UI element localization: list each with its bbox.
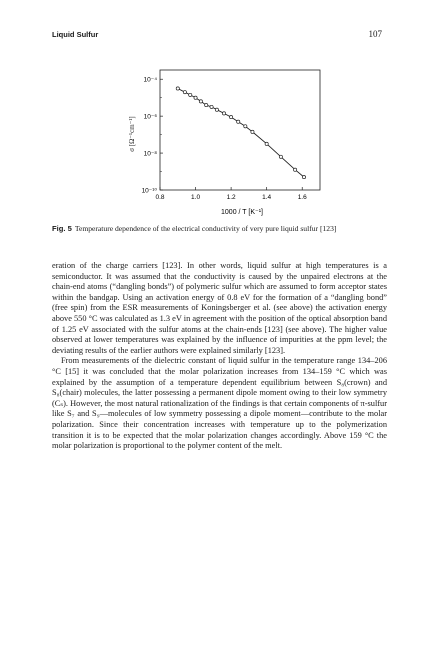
- data-point: [194, 96, 197, 99]
- data-point: [210, 105, 213, 108]
- figure-caption: [52, 224, 387, 234]
- data-point: [251, 130, 254, 133]
- x-tick-label: 1.6: [297, 194, 307, 201]
- caption-label: Fig. 5: [52, 224, 72, 233]
- data-point: [302, 175, 305, 178]
- data-point: [189, 93, 192, 96]
- y-axis-label: σ [Ω⁻¹cm⁻¹]: [127, 116, 136, 152]
- figure-5: [110, 60, 330, 220]
- y-tick-label: 10⁻¹⁰: [141, 187, 157, 195]
- paragraph-1: eration of the charge carriers [123]. In other words, liquid sulfur at high temperatures is a semiconductor. It was assumed that the conductivity is caused by the unpaired electrons at the chain-end atoms (“dangling bonds”) of polymeric sulfur which are assumed to form acceptor states within the bandgap. Using an activation energy of 0.8 eV for the formation of a “dangling bond” (free spin) from the ESR measurements of Koningsberger et al. (see above) the activation energy above 550 °C was calculated as 1.3 eV in agreement with the position of the optical absorption band of 1.25 eV associated with the sulfur atoms at the chain-ends [123] (see above). The higher value observed at lower temperatures was explained by the influence of impurities at the ppm level; the deviating results of the earlier authors were explained similarly [123].: [52, 261, 387, 355]
- y-tick-label: 10⁻⁴: [143, 76, 157, 84]
- y-tick-label: 10⁻⁸: [143, 150, 157, 158]
- data-point: [176, 87, 179, 90]
- conductivity-chart: [110, 60, 330, 220]
- series-line: [178, 89, 304, 178]
- data-point: [294, 168, 297, 171]
- data-point: [222, 112, 225, 115]
- data-point: [244, 125, 247, 128]
- data-point: [279, 155, 282, 158]
- page-number: 107: [368, 29, 382, 39]
- plot-frame: [160, 70, 320, 190]
- body-text: [52, 261, 387, 452]
- paragraph-2: From measurements of the dielectric constant of liquid sulfur in the temperature range 134–206 °C [15] it was concluded that the molar polarization increases from 134–159 °C which was explained by the assumption of a temperature dependent equilibrium between S₈(crown) and S₈(chair) molecules, the latter possessing a permanent dipole moment owing to their low symmetry (Cₛ). However, the most natural rationalization of the findings is that certain components of π-sulfur like S₇ and S₉—molecules of low symmetry possessing a dipole moment—contribute to the molar polarization. Since their concentration increases with temperature up to the polymerization transition it is to be expected that the molar polarization changes accordingly. Above 159 °C the molar polarization is proportional to the polymer content of the melt.: [52, 356, 387, 451]
- caption-text: Temperature dependence of the electrical conductivity of very pure liquid sulfur [123]: [74, 224, 337, 233]
- data-point: [265, 142, 268, 145]
- data-point: [215, 108, 218, 111]
- x-axis-label: 1000 / T [K⁻¹]: [221, 209, 263, 216]
- data-point: [199, 100, 202, 103]
- x-tick-label: 1.4: [262, 194, 272, 201]
- x-tick-label: 1.2: [226, 194, 236, 201]
- x-tick-label: 1.0: [191, 194, 201, 201]
- data-point: [205, 103, 208, 106]
- data-point: [237, 120, 240, 123]
- x-tick-label: 0.8: [155, 194, 165, 201]
- data-point: [230, 115, 233, 118]
- running-title: Liquid Sulfur: [52, 30, 99, 39]
- running-head: [52, 30, 382, 44]
- y-tick-label: 10⁻⁶: [143, 113, 157, 121]
- data-point: [183, 91, 186, 94]
